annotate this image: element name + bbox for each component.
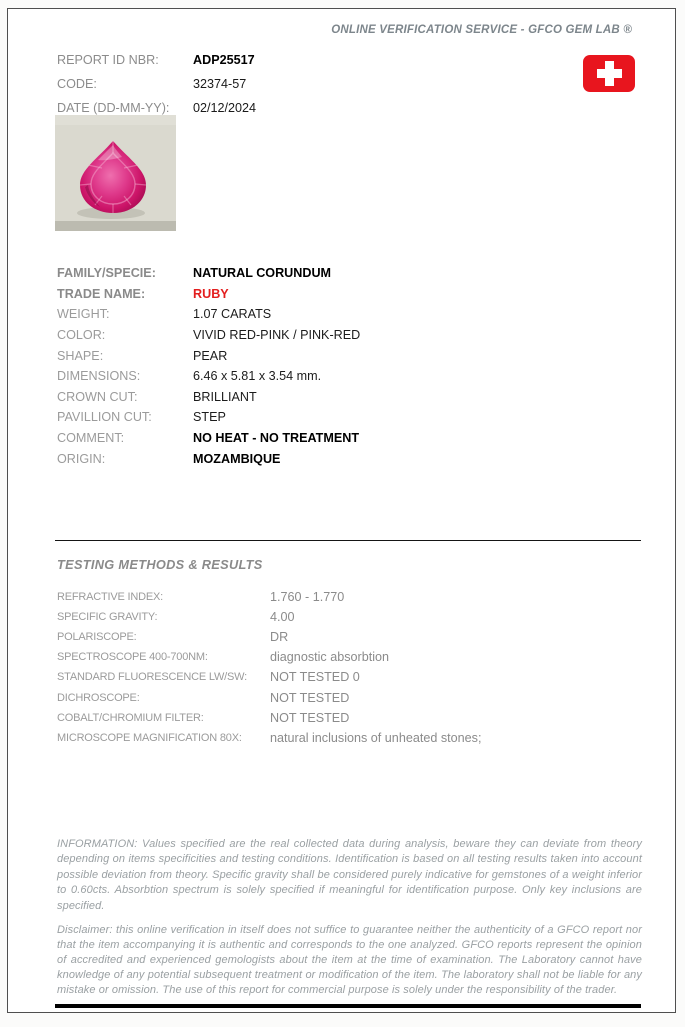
cobalt-filter-value: NOT TESTED <box>270 710 350 725</box>
gem-properties <box>57 263 360 469</box>
swiss-flag-icon <box>583 55 635 92</box>
report-id-row <box>57 48 256 72</box>
pavillion-cut-label: PAVILLION CUT: <box>57 410 152 425</box>
information-paragraph: INFORMATION: Values specified are the real collected data during analysis, beware they can deviate from theory depending on items specificities and testing conditions. Identification is based on all testing results taken into account possible deviation from theory. Specific gravity shall be considered purely indicative for gemstones of a weight inferior to 0.60cts. Absorbtion spectrum is solely specified if meaningful for identification purpose. Only key inclusions are specified. <box>57 838 642 912</box>
section-divider <box>55 540 641 541</box>
testing-section-heading: TESTING METHODS & RESULTS <box>57 557 263 572</box>
property-row-pavillion-cut <box>57 407 360 428</box>
trade-name-label: TRADE NAME: <box>57 286 146 301</box>
family-label: FAMILY/SPECIE: <box>57 266 156 281</box>
spectroscope-value: diagnostic absorbtion <box>270 650 390 665</box>
trade-name-value: RUBY <box>193 286 229 301</box>
dichroscope-label: DICHROSCOPE: <box>57 691 140 704</box>
report-id-block <box>57 48 256 120</box>
report-id-value: ADP25517 <box>193 53 255 67</box>
shape-label: SHAPE: <box>57 348 104 363</box>
property-row-family <box>57 263 360 284</box>
gem-photo <box>55 115 176 231</box>
property-row-origin <box>57 448 360 469</box>
test-row-specific-gravity <box>57 607 481 627</box>
test-row-fluorescence <box>57 667 481 687</box>
date-label: DATE (DD-MM-YY): <box>57 101 170 115</box>
property-row-shape <box>57 345 360 366</box>
weight-value: 1.07 CARATS <box>193 307 272 322</box>
polariscope-label: POLARISCOPE: <box>57 631 137 644</box>
fluorescence-value: NOT TESTED 0 <box>270 670 360 685</box>
specific-gravity-value: 4.00 <box>270 610 295 625</box>
test-row-refractive-index <box>57 587 481 607</box>
code-value: 32374-57 <box>193 77 247 91</box>
bottom-rule <box>55 1004 641 1008</box>
refractive-index-label: REFRACTIVE INDEX: <box>57 591 164 604</box>
property-row-comment <box>57 428 360 449</box>
microscope-value: natural inclusions of unheated stones; <box>270 730 482 745</box>
test-row-cobalt-filter <box>57 708 481 728</box>
dimensions-value: 6.46 x 5.81 x 3.54 mm. <box>193 369 322 384</box>
service-title: ONLINE VERIFICATION SERVICE - GFCO GEM LAB ® <box>331 24 632 36</box>
specific-gravity-label: SPECIFIC GRAVITY: <box>57 611 158 624</box>
dichroscope-value: NOT TESTED <box>270 690 350 705</box>
dimensions-label: DIMENSIONS: <box>57 369 141 384</box>
disclaimer-paragraph: Disclaimer: this online verification in itself does not suffice to guarantee neither the authenticity of a GFCO report nor that the item accompanying it is authentic and corresponds to the one analyzed. GFCO reports represent the opinion of accredited and experienced gemologists about the item at the time of examination. The Laboratory cannot have knowledge of any potential subsequent treatment or modification of the item. The laboratory shall not be liable for any mistake or omission. The use of this report for commercial purpose is solely under the responsibility of the trader. <box>57 924 642 996</box>
polariscope-value: DR <box>270 630 289 645</box>
code-label: CODE: <box>57 77 97 91</box>
color-value: VIVID RED-PINK / PINK-RED <box>193 328 361 343</box>
cobalt-filter-label: COBALT/CHROMIUM FILTER: <box>57 711 204 724</box>
certificate-page <box>7 8 676 1013</box>
pavillion-cut-value: STEP <box>193 410 226 425</box>
weight-label: WEIGHT: <box>57 307 110 322</box>
comment-value: NO HEAT - NO TREATMENT <box>193 431 360 446</box>
pear-ruby-image <box>55 115 176 231</box>
crown-cut-label: CROWN CUT: <box>57 389 138 404</box>
property-row-crown-cut <box>57 387 360 408</box>
swiss-cross-horizontal <box>597 69 622 78</box>
property-row-weight <box>57 304 360 325</box>
origin-value: MOZAMBIQUE <box>193 451 281 466</box>
comment-label: COMMENT: <box>57 431 125 446</box>
crown-cut-value: BRILLIANT <box>193 389 257 404</box>
color-label: COLOR: <box>57 328 106 343</box>
property-row-trade-name <box>57 284 360 305</box>
test-row-spectroscope <box>57 647 481 667</box>
shape-value: PEAR <box>193 348 228 363</box>
fluorescence-label: STANDARD FLUORESCENCE LW/SW: <box>57 671 247 684</box>
code-row <box>57 72 256 96</box>
report-id-label: REPORT ID NBR: <box>57 53 159 67</box>
testing-results <box>57 587 481 748</box>
date-value: 02/12/2024 <box>193 101 257 115</box>
family-value: NATURAL CORUNDUM <box>193 266 332 281</box>
property-row-color <box>57 325 360 346</box>
refractive-index-value: 1.760 - 1.770 <box>270 590 345 605</box>
spectroscope-label: SPECTROSCOPE 400-700NM: <box>57 651 208 664</box>
origin-label: ORIGIN: <box>57 451 106 466</box>
test-row-dichroscope <box>57 687 481 707</box>
property-row-dimensions <box>57 366 360 387</box>
test-row-microscope <box>57 728 481 748</box>
microscope-label: MICROSCOPE MAGNIFICATION 80X: <box>57 731 242 744</box>
test-row-polariscope <box>57 627 481 647</box>
